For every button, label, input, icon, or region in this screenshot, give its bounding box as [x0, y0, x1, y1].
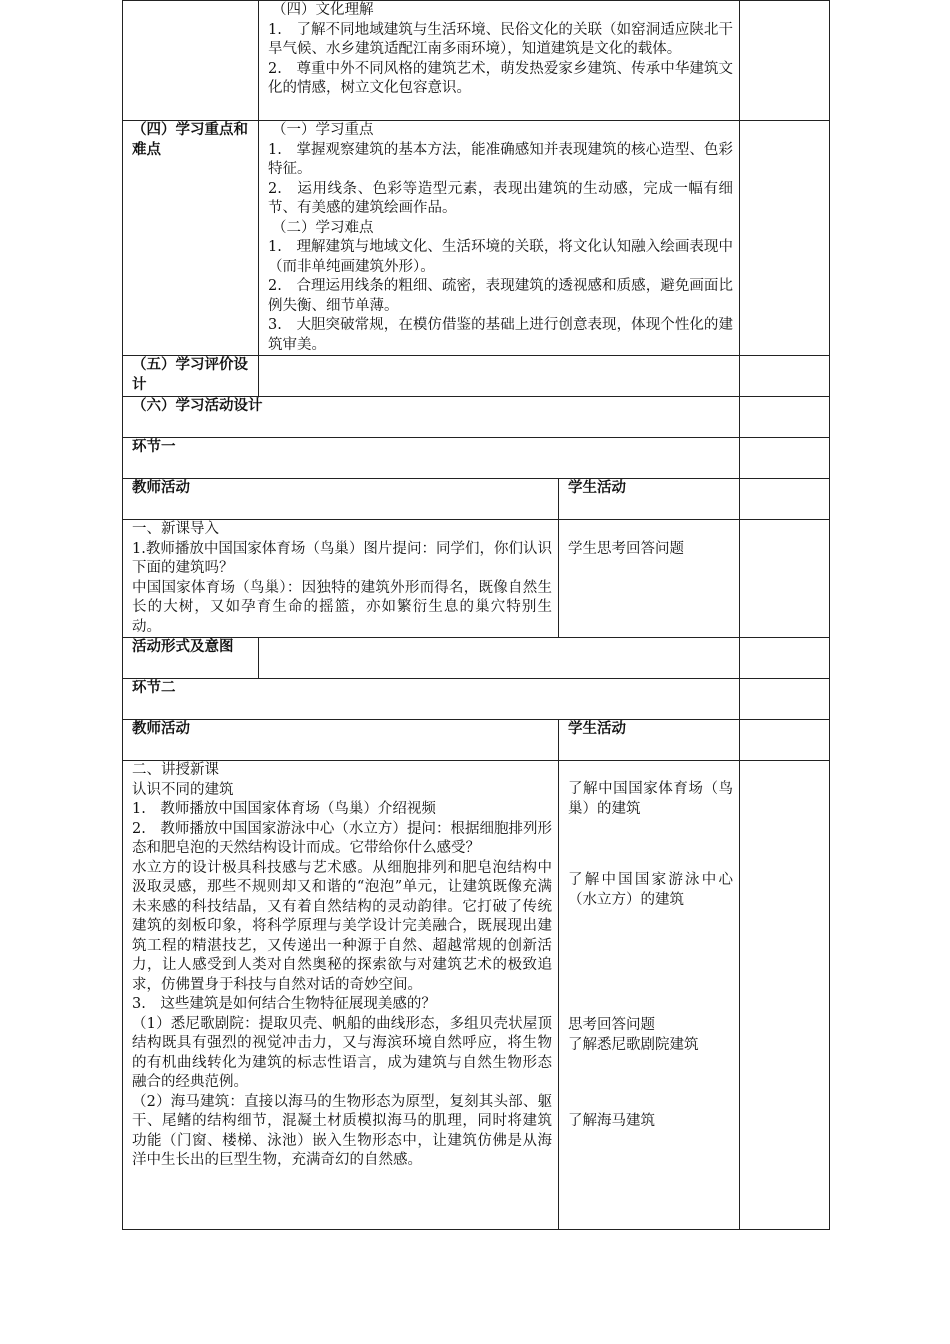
section1-student-header: 学生活动 — [559, 479, 740, 520]
row-section1-content — [123, 520, 830, 638]
section2-student-line-2: 了解中国国家游泳中心（水立方）的建筑 — [568, 872, 733, 908]
section1-teacher-line-2: 1.教师播放中国国家体育场（鸟巢）图片提问：同学们，你们认识下面的建筑吗？ — [132, 540, 552, 576]
section1-form-label: 活动形式及意图 — [123, 638, 259, 679]
key-point-2: 2. 运用线条、色彩等造型元素，表现出建筑的生动感，完成一幅有细节、有美感的建筑绘画作品。 — [268, 180, 733, 216]
difficulty-3: 3. 大胆突破常规，在模仿借鉴的基础上进行创意表现，体现个性化的建筑审美。 — [268, 317, 733, 353]
section1-student-line-1: 学生思考回答问题 — [568, 541, 684, 557]
row-eval — [123, 356, 830, 397]
section2-student-line-3: 思考回答问题 — [568, 1017, 655, 1033]
section2-teacher-cell — [123, 761, 559, 1230]
section1-label: 环节一 — [123, 438, 740, 479]
cell-empty-right — [740, 121, 830, 356]
section2-student-line-5: 了解海马建筑 — [568, 1113, 655, 1129]
row-focus — [123, 121, 830, 356]
cell-empty-right — [740, 438, 830, 479]
cell-empty-right — [740, 638, 830, 679]
section2-teacher-line-7: （1）悉尼歌剧院：提取贝壳、帆船的曲线形态，多组贝壳状屋顶结构既具有强烈的视觉冲击力，又与海滨环境自然呼应，将生物的有机曲线转化为建筑的标志性语言，成为建筑与自然生物形态融合的经典范例。 — [132, 1015, 552, 1090]
cell-empty-right — [740, 356, 830, 397]
row-activity — [123, 397, 830, 438]
cell-empty-right — [740, 520, 830, 638]
section2-student-line-1: 了解中国国家体育场（鸟巢）的建筑 — [568, 781, 733, 817]
key-points-title: （一）学习重点 — [272, 122, 374, 138]
cell-empty-right — [740, 479, 830, 520]
row-culture — [123, 1, 830, 121]
section2-teacher-line-5: 水立方的设计极具科技感与艺术感。从细胞排列和肥皂泡结构中汲取灵感，那些不规则却又和谐的“泡泡”单元，让建筑既像充满未来感的科技结晶，又有着自然结构的灵动韵律。它打破了传统建筑的刻板印象，将科学原理与美学设计完美融合，既展现出建筑工程的精湛技艺，又传递出一种源于自然、超越常规的创新活力，让人感受到人类对自然奥秘的探索欲与对建筑艺术的极致追求，仿佛置身于科技与自然对话的奇妙空间。 — [132, 859, 552, 993]
row-section1-form — [123, 638, 830, 679]
section2-teacher-line-3: 1. 教师播放中国国家体育场（鸟巢）介绍视频 — [132, 801, 436, 817]
cell-empty-right — [740, 761, 830, 1230]
row-section2-content — [123, 761, 830, 1230]
eval-cell — [259, 356, 740, 397]
culture-point-2: 2. 尊重中外不同风格的建筑艺术，萌发热爱家乡建筑、传承中华建筑文化的情感，树立文化包容意识。 — [268, 60, 733, 96]
cell-empty-label — [123, 1, 259, 121]
difficulty-1: 1. 理解建筑与地域文化、生活环境的关联，将文化认知融入绘画表现中（而非单纯画建筑外形）。 — [268, 239, 733, 275]
cell-empty-right — [740, 720, 830, 761]
section1-teacher-line-3: 中国国家体育场（鸟巢）：因独特的建筑外形而得名，既像自然生长的大树，又如孕育生命的摇篮，亦如繁衍生息的巢穴特别生动。 — [132, 579, 552, 635]
row-section1-headers — [123, 479, 830, 520]
activity-label: （六）学习活动设计 — [123, 397, 740, 438]
section1-teacher-line-1: 一、新课导入 — [132, 521, 219, 537]
section2-student-line-4: 了解悉尼歌剧院建筑 — [568, 1036, 699, 1053]
culture-title: （四）文化理解 — [272, 2, 374, 18]
section2-student-cell — [559, 761, 740, 1230]
difficulty-2: 2. 合理运用线条的粗细、疏密，表现建筑的透视感和质感，避免画面比例失衡、细节单薄。 — [268, 278, 733, 314]
section2-teacher-line-2: 认识不同的建筑 — [132, 781, 234, 798]
section1-teacher-cell — [123, 520, 559, 638]
row-section2-headers — [123, 720, 830, 761]
section2-teacher-header: 教师活动 — [123, 720, 559, 761]
culture-cell — [259, 1, 740, 121]
section1-form-cell — [259, 638, 740, 679]
lesson-plan-table — [122, 0, 830, 1230]
cell-empty-right — [740, 397, 830, 438]
section2-student-header: 学生活动 — [559, 720, 740, 761]
eval-label: （五）学习评价设计 — [123, 356, 259, 397]
row-section1 — [123, 438, 830, 479]
cell-empty-right — [740, 1, 830, 121]
culture-point-1: 1. 了解不同地域建筑与生活环境、民俗文化的关联（如窑洞适应陕北干旱气候、水乡建筑适配江南多雨环境），知道建筑是文化的载体。 — [268, 21, 733, 57]
section1-teacher-header: 教师活动 — [123, 479, 559, 520]
focus-cell — [259, 121, 740, 356]
cell-empty-right — [740, 679, 830, 720]
difficulty-title: （二）学习难点 — [272, 219, 374, 236]
section1-student-cell — [559, 520, 740, 638]
section2-teacher-line-6: 3. 这些建筑是如何结合生物特征展现美感的？ — [132, 996, 436, 1012]
section2-label: 环节二 — [123, 679, 740, 720]
section2-teacher-line-4: 2. 教师播放中国国家游泳中心（水立方）提问：根据细胞排列形态和肥皂泡的天然结构设计而成。它带给你什么感受？ — [132, 820, 552, 856]
focus-label: （四）学习重点和难点 — [123, 121, 259, 356]
row-section2 — [123, 679, 830, 720]
key-point-1: 1. 掌握观察建筑的基本方法，能准确感知并表现建筑的核心造型、色彩特征。 — [268, 141, 733, 177]
section2-teacher-line-1: 二、讲授新课 — [132, 762, 219, 778]
section2-teacher-line-8: （2）海马建筑：直接以海马的生物形态为原型，复刻其头部、躯干、尾鳍的结构细节，混凝土材质模拟海马的肌理，同时将建筑功能（门窗、楼梯、泳池）嵌入生物形态中，让建筑仿佛是从海洋中生长出的巨型生物，充满奇幻的自然感。 — [132, 1093, 552, 1168]
